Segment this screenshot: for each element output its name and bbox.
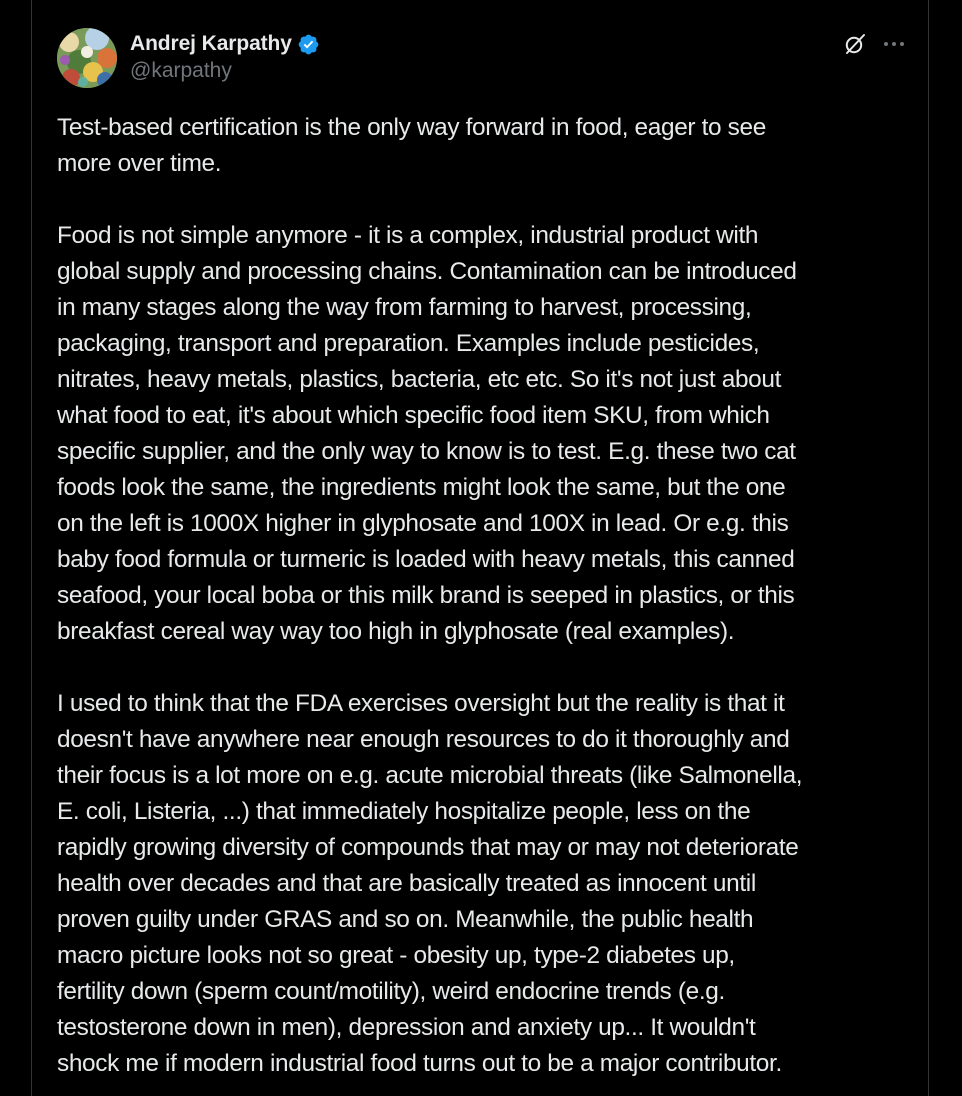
- tweet-line: more over time.: [57, 150, 222, 177]
- tweet-line: Test-based certification is the only way forward in food, eager to see: [57, 114, 766, 141]
- tweet-text: [57, 110, 907, 1082]
- tweet-line: their focus is a lot more on e.g. acute microbial threats (like Salmonella,: [57, 762, 803, 789]
- paragraph-gap: [57, 182, 907, 218]
- tweet-container: [31, 0, 929, 1096]
- tweet-line: on the left is 1000X higher in glyphosate and 100X in lead. Or e.g. this: [57, 510, 789, 537]
- tweet-line: proven guilty under GRAS and so on. Meanwhile, the public health: [57, 906, 754, 933]
- tweet-line: macro picture looks not so great - obesity up, type-2 diabetes up,: [57, 942, 735, 969]
- tweet-line: baby food formula or turmeric is loaded with heavy metals, this canned: [57, 546, 795, 573]
- tweet-line: health over decades and that are basically treated as innocent until: [57, 870, 756, 897]
- tweet-line: I used to think that the FDA exercises oversight but the reality is that it: [57, 690, 785, 717]
- tweet-line: breakfast cereal way way too high in glyphosate (real examples).: [57, 618, 735, 645]
- more-icon[interactable]: [881, 32, 907, 56]
- tweet-line: nitrates, heavy metals, plastics, bacteria, etc etc. So it's not just about: [57, 366, 782, 393]
- author-names: [130, 30, 320, 83]
- avatar-image: [57, 28, 117, 88]
- grok-icon[interactable]: [843, 32, 867, 56]
- tweet-line: shock me if modern industrial food turns out to be a major contributor.: [57, 1050, 782, 1077]
- tweet-line: foods look the same, the ingredients might look the same, but the one: [57, 474, 786, 501]
- tweet-line: E. coli, Listeria, ...) that immediately hospitalize people, less on the: [57, 798, 751, 825]
- tweet-header: [57, 28, 907, 90]
- tweet-line: Food is not simple anymore - it is a complex, industrial product with: [57, 222, 759, 249]
- tweet-line: fertility down (sperm count/motility), weird endocrine trends (e.g.: [57, 978, 725, 1005]
- tweet-line: testosterone down in men), depression and anxiety up... It wouldn't: [57, 1014, 756, 1041]
- display-name[interactable]: Andrej Karpathy: [130, 32, 292, 55]
- verified-badge-icon[interactable]: [297, 33, 320, 56]
- tweet-line: doesn't have anywhere near enough resources to do it thoroughly and: [57, 726, 790, 753]
- tweet-line: what food to eat, it's about which specific food item SKU, from which: [57, 402, 770, 429]
- tweet-line: packaging, transport and preparation. Examples include pesticides,: [57, 330, 760, 357]
- author-handle[interactable]: @karpathy: [130, 59, 232, 82]
- tweet-line: seafood, your local boba or this milk brand is seeped in plastics, or this: [57, 582, 795, 609]
- tweet-actions: [843, 32, 907, 56]
- avatar[interactable]: [57, 28, 117, 88]
- tweet-line: specific supplier, and the only way to know is to test. E.g. these two cat: [57, 438, 796, 465]
- paragraph-gap: [57, 650, 907, 686]
- display-name-row: [130, 30, 320, 58]
- tweet-line: rapidly growing diversity of compounds that may or may not deteriorate: [57, 834, 799, 861]
- tweet-line: in many stages along the way from farming to harvest, processing,: [57, 294, 752, 321]
- tweet-line: global supply and processing chains. Contamination can be introduced: [57, 258, 797, 285]
